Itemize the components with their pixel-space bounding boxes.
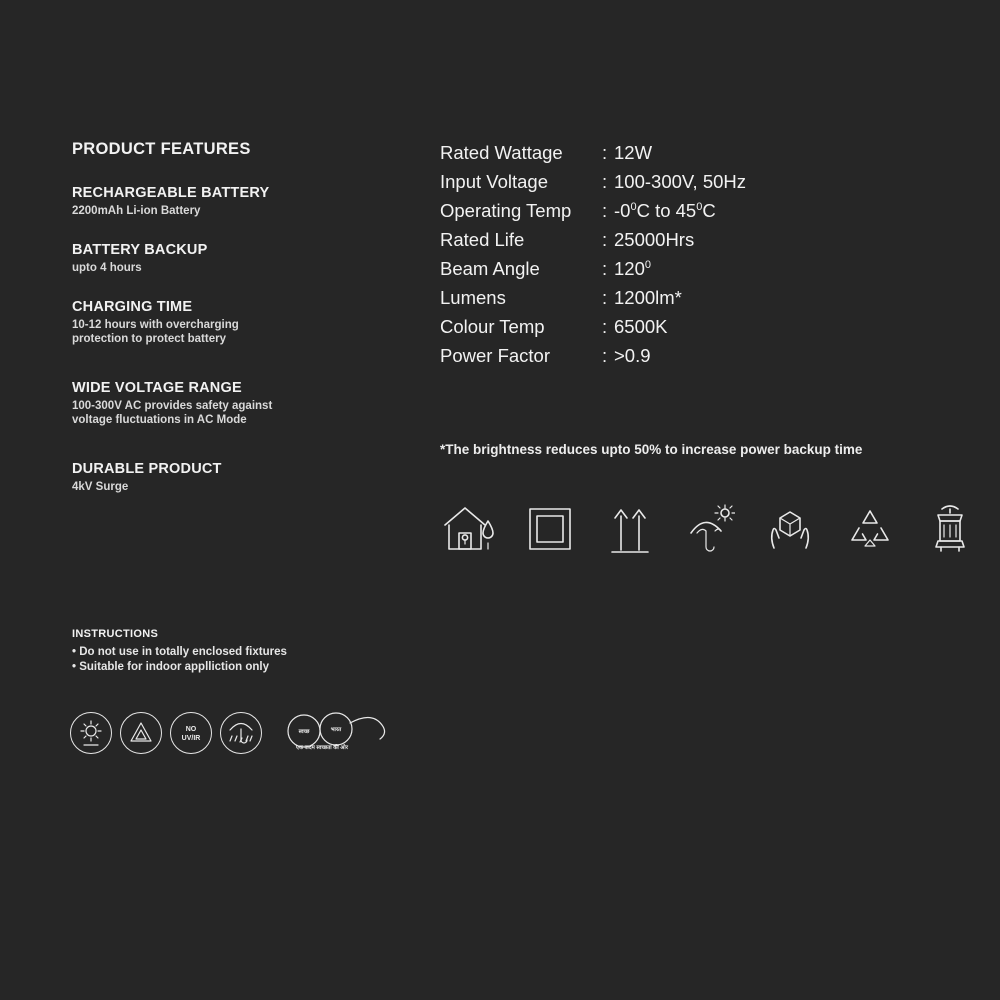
certification-icons-row xyxy=(70,705,400,761)
table-row xyxy=(440,229,746,258)
table-row xyxy=(440,258,746,287)
spec-separator: : xyxy=(602,258,608,279)
table-row xyxy=(440,345,746,374)
feature-name: WIDE VOLTAGE RANGE xyxy=(72,380,242,396)
swachh-bharat-icon xyxy=(280,705,400,761)
spec-label: Power Factor xyxy=(440,345,551,366)
table-row xyxy=(440,287,746,316)
feature-desc xyxy=(72,480,402,494)
handle-with-care-icon xyxy=(760,500,820,558)
feature-desc-line: 2200mAh Li-ion Battery xyxy=(72,205,201,217)
spec-label: Operating Temp xyxy=(440,200,572,221)
feature-item xyxy=(72,185,402,218)
table-row xyxy=(440,142,746,171)
page-title: PRODUCT FEATURES xyxy=(72,140,251,158)
spec-value: 100-300V, 50Hz xyxy=(614,171,747,192)
spec-value: $120^0$ xyxy=(614,258,651,279)
spec-label: Input Voltage xyxy=(440,171,549,192)
feature-item xyxy=(72,461,402,494)
spec-label: Rated Life xyxy=(440,229,525,250)
feature-desc-line: voltage fluctuations in AC Mode xyxy=(72,414,247,426)
product-features-section xyxy=(72,140,402,518)
spec-label: Rated Wattage xyxy=(440,142,563,163)
instructions-title: INSTRUCTIONS xyxy=(72,628,159,640)
spec-label: Beam Angle xyxy=(440,258,540,279)
feature-name: DURABLE PRODUCT xyxy=(72,461,222,477)
spec-separator: : xyxy=(602,142,608,163)
spec-separator: : xyxy=(602,316,608,337)
packaging-icons-row xyxy=(440,500,980,558)
spec-value: 12W xyxy=(614,142,653,163)
spec-label: Lumens xyxy=(440,287,506,308)
no-uv-ir-icon xyxy=(170,712,212,754)
keep-dry-icon xyxy=(220,712,262,754)
no-uv-line2: UV/IR xyxy=(181,735,201,742)
specifications-table xyxy=(440,142,746,374)
spec-separator: : xyxy=(602,171,608,192)
swachh-left-label: स्वच्छ xyxy=(298,729,310,735)
spec-value: 6500K xyxy=(614,316,668,337)
spec-value: 1200lm* xyxy=(614,287,682,308)
table-row xyxy=(440,171,746,200)
spec-value: 25000Hrs xyxy=(614,229,695,250)
instructions-section xyxy=(72,628,412,674)
energy-efficient-icon xyxy=(120,712,162,754)
swachh-right-label: भारत xyxy=(330,727,342,733)
feature-desc xyxy=(72,204,402,218)
square-frame-icon xyxy=(520,500,580,558)
feature-desc-line: protection to protect battery xyxy=(72,333,226,345)
feature-name: BATTERY BACKUP xyxy=(72,242,208,258)
table-row xyxy=(440,316,746,345)
instructions-line: • Suitable for indoor applliction only xyxy=(72,660,269,673)
feature-desc xyxy=(72,399,402,427)
feature-desc-line: 4kV Surge xyxy=(72,481,129,493)
feature-item xyxy=(72,242,402,275)
brightness-footnote: *The brightness reduces upto 50% to increase power backup time xyxy=(440,442,863,457)
instructions-line: • Do not use in totally enclosed fixtures xyxy=(72,646,287,658)
feature-item xyxy=(72,380,402,427)
feature-desc-line: 100-300V AC provides safety against xyxy=(72,400,273,412)
spec-label: Colour Temp xyxy=(440,316,545,337)
keep-dry-umbrella-sun-icon xyxy=(680,500,740,558)
spec-separator: : xyxy=(602,287,608,308)
this-side-up-arrows-icon xyxy=(600,500,660,558)
recycle-icon xyxy=(840,500,900,558)
spec-value: >0.9 xyxy=(614,345,651,366)
spec-separator: : xyxy=(602,345,608,366)
no-uv-line1: NO xyxy=(185,726,197,733)
lantern-icon xyxy=(920,500,980,558)
spec-separator: : xyxy=(602,200,608,221)
feature-desc xyxy=(72,261,402,275)
swachh-tagline: एक कदम स्वच्छता की ओर xyxy=(296,745,348,751)
spec-separator: : xyxy=(602,229,608,250)
feature-name: RECHARGEABLE BATTERY xyxy=(72,185,270,201)
feature-name: CHARGING TIME xyxy=(72,299,193,315)
indoor-use-house-icon xyxy=(440,500,500,558)
feature-desc xyxy=(72,318,402,346)
feature-item xyxy=(72,299,402,346)
feature-desc-line: upto 4 hours xyxy=(72,262,142,274)
feature-desc-line: 10-12 hours with overcharging xyxy=(72,319,239,331)
table-row xyxy=(440,200,746,229)
spec-value: $-0^0C$ to $45^0C$ xyxy=(614,200,716,221)
no-flicker-icon xyxy=(70,712,112,754)
